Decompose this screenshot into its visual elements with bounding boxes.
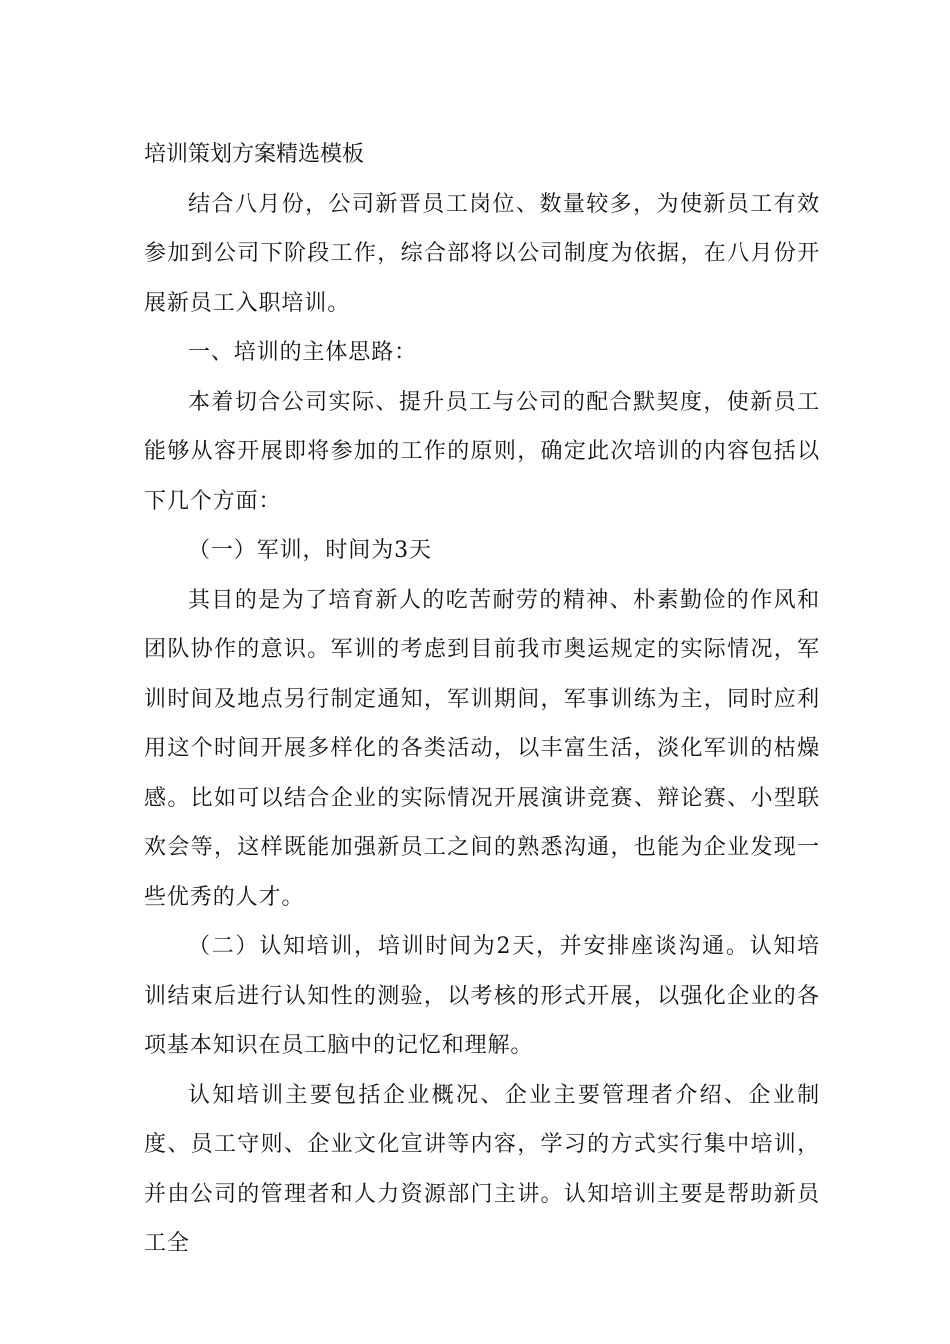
subheading-military-training: （一）军训，时间为3天 xyxy=(188,538,432,563)
paragraph-cognitive-training: 认知培训主要包括企业概况、企业主要管理者介绍、企业制度、员工守则、企业文化宣讲等内容，学习的方式实行集中培训，并由公司的管理者和人力资源部门主讲。认知培训主要是帮助新员工全 xyxy=(144,1082,820,1256)
paragraph-military-training: 其目的是为了培育新人的吃苦耐劳的精神、朴素勤俭的作风和团队协作的意识。军训的考虑到目前我市奥运规定的实际情况，军训时间及地点另行制定通知，军训期间，军事训练为主，同时应利用这个时间开展多样化的各类活动，以丰富生活，淡化军训的枯燥感。比如可以结合企业的实际情况开展演讲竞赛、辩论赛、小型联欢会等，这样既能加强新员工之间的熟悉沟通，也能为企业发现一些优秀的人才。 xyxy=(144,587,820,910)
subheading-cognitive-training: （二）认知培训，培训时间为2天，并安排座谈沟通。认知培训结束后进行认知性的测验，以考核的形式开展，以强化企业的各项基本知识在员工脑中的记忆和理解。 xyxy=(144,934,820,1058)
paragraph-intro: 结合八月份，公司新晋员工岗位、数量较多，为使新员工有效参加到公司下阶段工作，综合部将以公司制度为依据，在八月份开展新员工入职培训。 xyxy=(144,191,820,316)
section-heading-main-idea: 一、培训的主体思路： xyxy=(188,340,418,365)
document-body xyxy=(144,130,820,1269)
document-title: 培训策划方案精选模板 xyxy=(144,142,365,167)
paragraph-principle: 本着切合公司实际、提升员工与公司的配合默契度，使新员工能够从容开展即将参加的工作的原则，确定此次培训的内容包括以下几个方面： xyxy=(144,389,820,514)
